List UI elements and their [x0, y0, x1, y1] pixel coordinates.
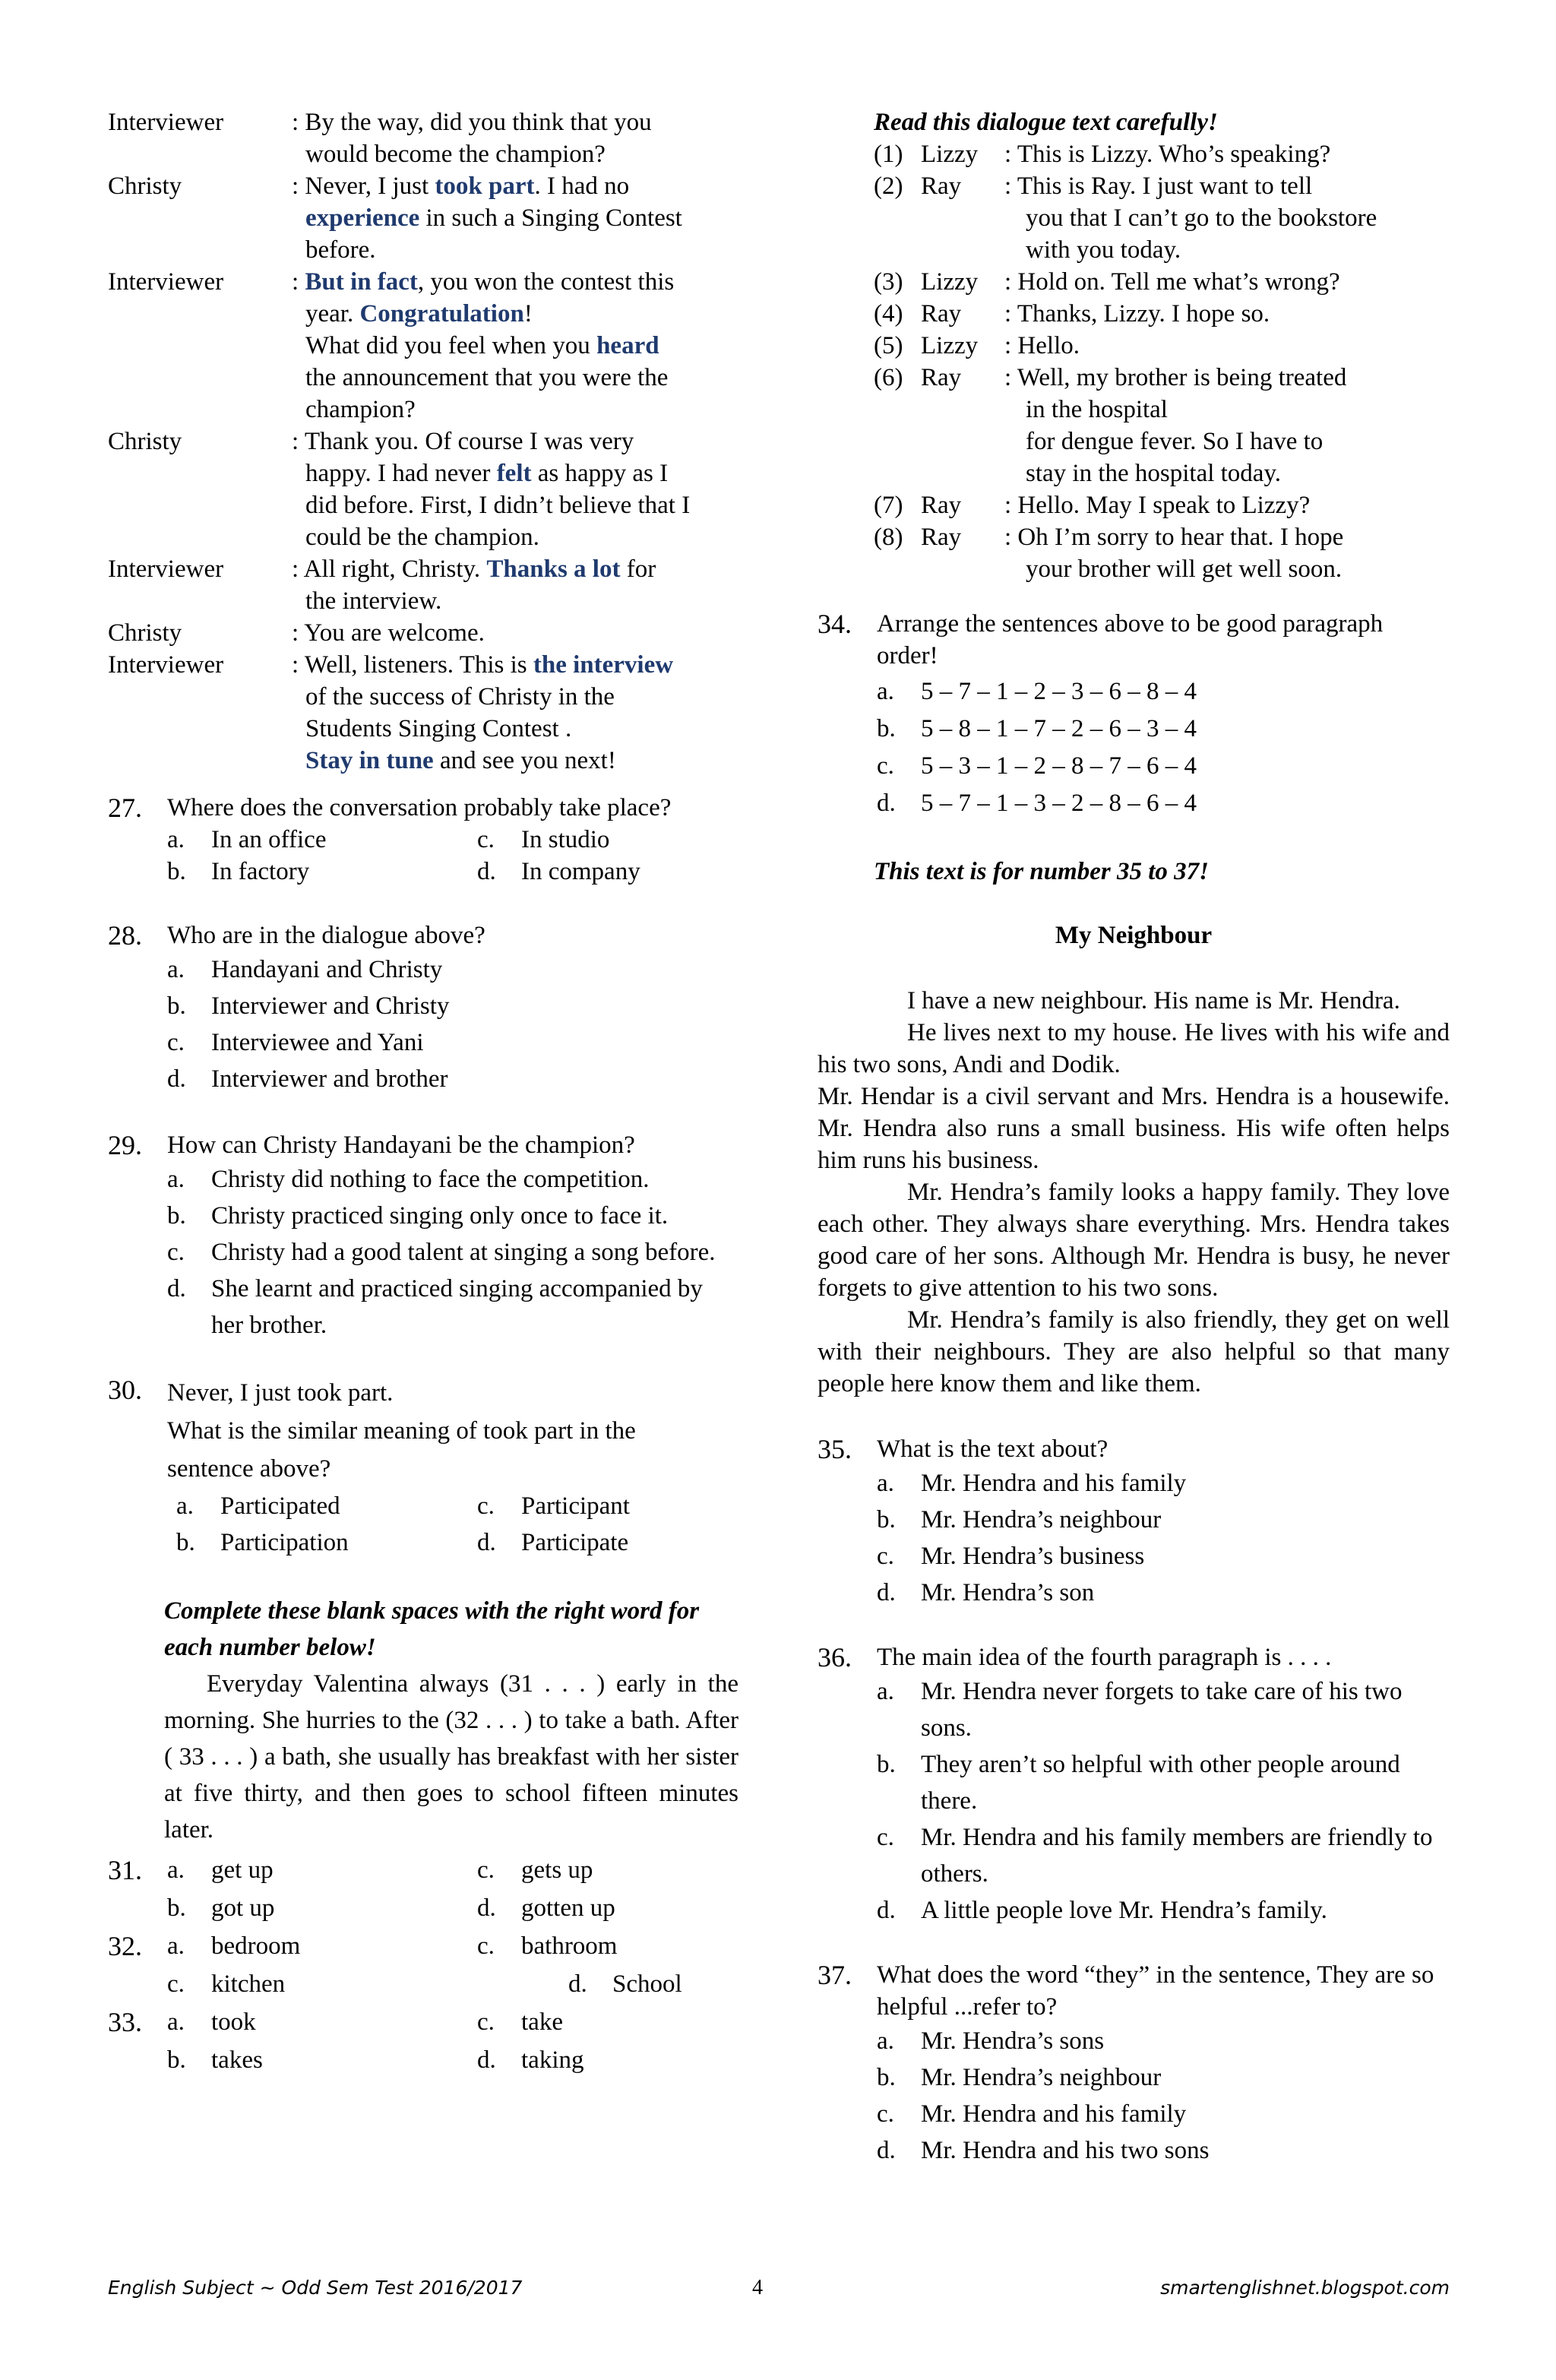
question-33 [108, 2003, 738, 2079]
question-text: The main idea of the fourth paragraph is . . . . [877, 1644, 1332, 1671]
option-b[interactable]: b. 5 – 8 – 1 – 7 – 2 – 6 – 3 – 4 [877, 715, 1197, 742]
question-number: 35. [818, 1434, 852, 1464]
option-c[interactable]: c. 5 – 3 – 1 – 2 – 8 – 7 – 6 – 4 [877, 752, 1197, 780]
question-number: 31. [108, 1855, 142, 1885]
question-text: What is the text about? [877, 1435, 1108, 1463]
cloze-passage: Everyday Valentina always (31 . . . ) early in the morning. She hurries to the (32 . . . ) to take a bath. After ( 33 . . . ) a bath, she usually has breakfast with her sister at five thirty, and then goes to school fifteen minutes later. [164, 1670, 738, 1844]
option-d[interactable]: d. Mr. Hendra and his two sons [877, 2137, 1210, 2164]
highlighted-word: felt [496, 460, 532, 487]
speaker-name: Christy [108, 619, 182, 647]
dialogue-text: Students Singing Contest . [305, 715, 572, 742]
option-a[interactable]: a. get up [167, 1856, 274, 1884]
highlighted-word: Thanks a lot [486, 555, 621, 583]
reading-title: My Neighbour [1055, 922, 1213, 949]
speaker-name: Interviewer [108, 651, 224, 679]
option-c[interactable]: c. bathroom [477, 1932, 618, 1960]
option-b[interactable]: b. In factory [167, 858, 310, 885]
dialogue-line: (8) Ray : Oh I’m sorry to hear that. I hope your brother will get well soon. [874, 524, 1344, 583]
reading-instruction: This text is for number 35 to 37! [874, 858, 1209, 885]
dialogue-text: Stay in tune and see you next! [305, 747, 616, 774]
dialogue-line [108, 649, 738, 777]
highlighted-word: took part [435, 172, 535, 200]
option-d[interactable]: d. 5 – 7 – 1 – 3 – 2 – 8 – 6 – 4 [877, 790, 1197, 817]
dialogue-line [108, 106, 738, 170]
question-28 [108, 919, 738, 1097]
option-a[interactable]: a. Participated [176, 1492, 340, 1520]
dialogue-text: of the success of Christy in the [305, 683, 615, 711]
dialogue-line [108, 617, 738, 649]
interview-dialogue [108, 106, 738, 777]
question-31 [108, 1851, 738, 1927]
cloze-section [164, 1593, 738, 1848]
option-c[interactable]: c. gets up [477, 1856, 593, 1884]
speaker-name: Interviewer [108, 109, 224, 136]
highlighted-word: the interview [533, 651, 674, 679]
question-number: 30. [108, 1375, 142, 1405]
option-c[interactable]: c. Christy had a good talent at singing a song before. [167, 1239, 716, 1266]
option-c[interactable]: c. Mr. Hendra’s business [877, 1543, 1145, 1570]
reading-paragraph: I have a new neighbour. His name is Mr. Hendra. [907, 987, 1400, 1014]
option-d[interactable]: d. School [568, 1970, 682, 1998]
option-d[interactable]: d. A little people love Mr. Hendra’s family. [877, 1897, 1327, 1924]
question-text: How can Christy Handayani be the champion? [167, 1131, 635, 1159]
question-number: 36. [818, 1642, 852, 1673]
question-number: 37. [818, 1960, 852, 1990]
highlighted-word: heard [596, 332, 659, 359]
option-a[interactable]: a. 5 – 7 – 1 – 2 – 3 – 6 – 8 – 4 [877, 678, 1197, 705]
option-d[interactable]: d. Participate [477, 1529, 629, 1556]
reading-paragraph: Mr. Hendar is a civil servant and Mrs. Hendra is a housewife. Mr. Hendra also runs a small business. His wife often helps him runs his business. [818, 1083, 1450, 1174]
footer-subject: English Subject ~ Odd Sem Test 2016/2017 [108, 2277, 523, 2299]
option-a[interactable]: a. Mr. Hendra and his family [877, 1470, 1187, 1497]
option-b[interactable]: b. Christy practiced singing only once to face it. [167, 1202, 669, 1230]
dialogue-line: (1) Lizzy : This is Lizzy. Who’s speaking? [874, 141, 1331, 168]
dialogue-line: (3) Lizzy : Hold on. Tell me what’s wrong? [874, 268, 1340, 296]
highlighted-word: experience [305, 204, 420, 232]
dialogue-text: the announcement that you were the [305, 364, 669, 391]
question-number: 27. [108, 793, 142, 823]
dialogue-text: happy. I had never felt as happy as I [305, 460, 669, 487]
option-b[interactable]: b. Mr. Hendra’s neighbour [877, 1506, 1162, 1533]
question-number: 32. [108, 1931, 142, 1961]
page-footer [108, 2272, 1450, 2302]
dialogue-text: would become the champion? [305, 141, 606, 168]
highlighted-word: Congratulation [359, 300, 524, 328]
option-b[interactable]: b. got up [167, 1894, 275, 1922]
question-text: Never, I just took part. [167, 1379, 394, 1407]
option-b[interactable]: b. takes [167, 2046, 263, 2074]
right-column [818, 106, 1450, 2169]
question-29 [108, 1129, 738, 1343]
phone-dialogue [874, 138, 1450, 585]
option-c[interactable]: c. Mr. Hendra and his family members are friendly to others. [877, 1824, 1433, 1888]
reading-paragraph: Mr. Hendra’s family looks a happy family. They love each other. They always share everything. Mrs. Hendra takes good care of her sons. Although Mr. Hendra is busy, he never forgets to give attention to his two sons. [818, 1179, 1450, 1302]
page-number: 4 [752, 2276, 763, 2299]
dialogue-line: (4) Ray : Thanks, Lizzy. I hope so. [874, 300, 1270, 328]
footer-website[interactable]: smartenglishnet.blogspot.com [1160, 2277, 1450, 2299]
dialogue-line: (2) Ray : This is Ray. I just want to tell you that I can’t go to the bookstore with you today. [874, 172, 1377, 264]
dialogue-line [108, 426, 738, 553]
option-c[interactable]: c. Interviewee and Yani [167, 1029, 424, 1056]
question-text: What is the similar meaning of took part in the sentence above? [167, 1417, 636, 1483]
question-number: 34. [818, 609, 852, 639]
reading-paragraph: Mr. Hendra’s family is also friendly, they get on well with their neighbours. They are also helpful so that many people here know them and like them. [818, 1306, 1450, 1397]
option-d[interactable]: d. gotten up [477, 1894, 615, 1922]
question-text: Who are in the dialogue above? [167, 922, 485, 949]
dialogue-text: : Well, listeners. This is the interview [292, 651, 674, 679]
dialogue-line [108, 170, 738, 266]
option-b[interactable]: b. They aren’t so helpful with other people around there. [877, 1751, 1400, 1815]
reading-section [818, 856, 1450, 1400]
option-d[interactable]: d. taking [477, 2046, 584, 2074]
dialogue-text: the interview. [305, 587, 442, 615]
question-text: Arrange the sentences above to be good paragraph order! [877, 610, 1384, 669]
dialogue-line: (6) Ray : Well, my brother is being treated in the hospital for dengue fever. So I have to stay in the hospital today. [874, 364, 1347, 487]
dialogue-instruction: Read this dialogue text carefully! [874, 109, 1218, 136]
option-c[interactable]: c. take [477, 2008, 563, 2036]
dialogue-text: champion? [305, 396, 416, 423]
dialogue-text: : Thank you. Of course I was very [292, 428, 634, 455]
left-column [108, 106, 738, 2079]
option-b[interactable]: b. Participation [176, 1529, 349, 1556]
dialogue-text: : All right, Christy. Thanks a lot for [292, 555, 656, 583]
dialogue-text: before. [305, 236, 376, 264]
question-35 [818, 1433, 1450, 1611]
speaker-name: Interviewer [108, 268, 224, 296]
option-a[interactable]: a. Mr. Hendra’s sons [877, 2027, 1105, 2055]
speaker-name: Christy [108, 428, 182, 455]
dialogue-text: What did you feel when you heard [305, 332, 659, 359]
dialogue-line [108, 266, 738, 426]
option-b[interactable]: b. Interviewer and Christy [167, 992, 450, 1020]
question-27 [108, 792, 738, 888]
dialogue-text: did before. First, I didn’t believe that I [305, 492, 691, 519]
option-c[interactable]: c. Participant [477, 1492, 630, 1520]
cloze-instruction: Complete these blank spaces with the right word for each number below! [164, 1597, 700, 1661]
option-a[interactable]: a. bedroom [167, 1932, 301, 1960]
reading-paragraph: He lives next to my house. He lives with his wife and his two sons, Andi and Dodik. [818, 1019, 1450, 1078]
cloze-answers [108, 1851, 738, 2079]
option-d[interactable]: d. Interviewer and brother [167, 1065, 448, 1093]
question-text: What does the word “they” in the sentence, They are so helpful ...refer to? [877, 1961, 1434, 2021]
dialogue-line: (5) Lizzy : Hello. [874, 332, 1080, 359]
question-number: 29. [108, 1130, 142, 1160]
option-a[interactable]: a. In an office [167, 826, 327, 853]
option-a[interactable]: a. Christy did nothing to face the competition. [167, 1166, 650, 1193]
option-a[interactable]: a. took [167, 2008, 256, 2036]
dialogue-text: experience in such a Singing Contest [305, 204, 682, 232]
question-32 [108, 1927, 738, 2003]
dialogue-text: : By the way, did you think that you [292, 109, 652, 136]
question-number: 33. [108, 2007, 142, 2037]
option-d[interactable]: d. Mr. Hendra’s son [877, 1579, 1095, 1606]
option-c[interactable]: c. In studio [477, 826, 610, 853]
dialogue-text: : But in fact, you won the contest this [292, 268, 675, 296]
option-d[interactable]: d. She learnt and practiced singing accompanied by her brother. [167, 1275, 703, 1339]
option-d[interactable]: d. In company [477, 858, 640, 885]
option-c[interactable]: c. Mr. Hendra and his family [877, 2100, 1187, 2128]
dialogue-text: : You are welcome. [292, 619, 485, 647]
question-36 [818, 1641, 1450, 1929]
question-text: Where does the conversation probably take place? [167, 794, 672, 821]
dialogue-text: could be the champion. [305, 524, 539, 551]
question-30 [108, 1374, 738, 1561]
highlighted-word: Stay in tune [305, 747, 434, 774]
speaker-name: Interviewer [108, 555, 224, 583]
speaker-name: Christy [108, 172, 182, 200]
dialogue-text: : Never, I just took part. I had no [292, 172, 630, 200]
dialogue-text: year. Congratulation! [305, 300, 533, 328]
option-b[interactable]: c. kitchen [167, 1970, 286, 1998]
option-a[interactable]: a. Mr. Hendra never forgets to take care of his two sons. [877, 1678, 1403, 1742]
dialogue-line: (7) Ray : Hello. May I speak to Lizzy? [874, 492, 1311, 519]
option-a[interactable]: a. Handayani and Christy [167, 956, 443, 983]
question-number: 28. [108, 920, 142, 951]
option-b[interactable]: b. Mr. Hendra’s neighbour [877, 2064, 1162, 2091]
dialogue-line [108, 553, 738, 617]
question-34 [818, 608, 1450, 822]
question-37 [818, 1959, 1450, 2169]
highlighted-word: But in fact [305, 268, 418, 296]
